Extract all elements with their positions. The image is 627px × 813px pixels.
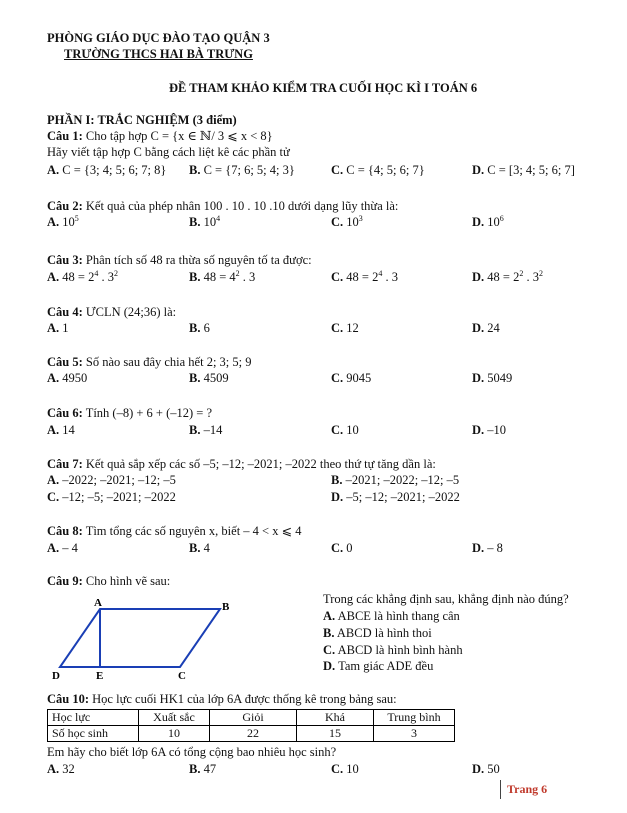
- table-header: Khá: [297, 710, 374, 726]
- option-d: D. –5; –12; –2021; –2022: [331, 490, 460, 504]
- question-8: Câu 8: Tìm tổng các số nguyên x, biết – 4 < x ⩽ 4: [47, 524, 302, 538]
- question-9: Câu 9: Cho hình vẽ sau:: [47, 574, 171, 588]
- option-c: C. ABCD là hình bình hành: [323, 643, 463, 657]
- option-d: D. –10: [472, 423, 507, 437]
- option-a: A. C = {3; 4; 5; 6; 7; 8}: [47, 163, 167, 177]
- question-1: [47, 129, 273, 143]
- question-9-prompt: Trong các khẳng định sau, khẳng định nào đúng?: [323, 592, 569, 606]
- label-e: E: [96, 670, 104, 682]
- label-b: B: [222, 601, 230, 613]
- option-c: C. C = {4; 5; 6; 7}: [331, 163, 425, 177]
- table-cell: 10: [139, 726, 210, 742]
- table-row: [48, 726, 455, 742]
- option-a: A. 14: [47, 423, 75, 437]
- table-header: Giỏi: [210, 710, 297, 726]
- exam-title: ĐỀ THAM KHẢO KIỂM TRA CUỐI HỌC KÌ I TOÁN 6: [169, 81, 478, 95]
- option-d: D. 24: [472, 321, 500, 335]
- table-cell: 22: [210, 726, 297, 742]
- option-c: C. $48 = 2^4$ . 3: [331, 268, 398, 284]
- option-d: D. C = [3; 4; 5; 6; 7]: [472, 163, 575, 177]
- option-b: B. $10^4$: [189, 213, 221, 229]
- question-6: Câu 6: Tính (–8) + 6 + (–12) = ?: [47, 406, 213, 420]
- option-c: C. 10: [331, 423, 359, 437]
- option-a: A. 32: [47, 762, 75, 776]
- table-header: Trung bình: [374, 710, 455, 726]
- option-b: B. 47: [189, 762, 217, 776]
- option-c: C. $10^3$: [331, 213, 363, 229]
- school-name: TRƯỜNG THCS HAI BÀ TRƯNG: [64, 47, 253, 61]
- option-a: A. ABCE là hình thang cân: [323, 609, 460, 623]
- question-2: Câu 2: Kết quả của phép nhân 100 . 10 . 10 .10 dưới dạng lũy thừa là:: [47, 199, 399, 213]
- option-c: C. 9045: [331, 371, 372, 385]
- table-header: Xuất sắc: [139, 710, 210, 726]
- option-d: D. 50: [472, 762, 500, 776]
- option-d: D. Tam giác ADE đều: [323, 659, 434, 673]
- option-d: D. $48 = 2^2$ . $3^2$: [472, 268, 543, 284]
- option-b: B. $48 = 4^2$ . 3: [189, 268, 256, 284]
- option-a: A. 1: [47, 321, 69, 335]
- page-number: Trang 6: [500, 780, 547, 799]
- option-b: B. –14: [189, 423, 223, 437]
- label-d: D: [52, 670, 60, 682]
- question-10: Câu 10: Học lực cuối HK1 của lớp 6A được thống kê trong bảng sau:: [47, 692, 397, 706]
- question-7: Câu 7: Kết quả sắp xếp các số –5; –12; –2021; –2022 theo thứ tự tăng dần là:: [47, 457, 436, 471]
- table-header: Học lực: [48, 710, 139, 726]
- option-d: D. 5049: [472, 371, 513, 385]
- question-3: Câu 3: Phân tích số 48 ra thừa số nguyên tố ta được:: [47, 253, 312, 267]
- table-cell: 15: [297, 726, 374, 742]
- option-c: C. 12: [331, 321, 359, 335]
- parallelogram-abcd: [60, 609, 220, 667]
- option-b: B. 4: [189, 541, 210, 555]
- table-cell: Số học sinh: [48, 726, 139, 742]
- question-text: Cho tập hợp C = {x ∈ ℕ/ 3 ⩽ x < 8}: [85, 129, 273, 143]
- question-number: Câu 1:: [47, 129, 83, 143]
- grades-table: [47, 709, 455, 742]
- section-title: PHẦN I: TRẮC NGHIỆM (3 điểm): [47, 113, 237, 127]
- option-b: B. 4509: [189, 371, 229, 385]
- label-a: A: [94, 597, 102, 609]
- option-b: B. ABCD là hình thoi: [323, 626, 432, 640]
- option-d: D. – 8: [472, 541, 503, 555]
- option-b: B. 6: [189, 321, 210, 335]
- option-c: C. 10: [331, 762, 359, 776]
- option-c: C. –12; –5; –2021; –2022: [47, 490, 176, 504]
- option-a: A. $48 = 2^4$ . $3^2$: [47, 268, 118, 284]
- option-d: D. $10^6$: [472, 213, 504, 229]
- option-a: A. – 4: [47, 541, 78, 555]
- option-c: C. 0: [331, 541, 353, 555]
- department-name: PHÒNG GIÁO DỤC ĐÀO TẠO QUẬN 3: [47, 31, 270, 45]
- table-cell: 3: [374, 726, 455, 742]
- question-4: Câu 4: ƯCLN (24;36) là:: [47, 305, 177, 319]
- parallelogram-figure: [40, 595, 240, 685]
- question-1-line2: Hãy viết tập hợp C bằng cách liệt kê các phần tử: [47, 145, 290, 159]
- option-a: A. $10^5$: [47, 213, 79, 229]
- option-a: A. –2022; –2021; –12; –5: [47, 473, 176, 487]
- option-b: B. –2021; –2022; –12; –5: [331, 473, 460, 487]
- question-5: Câu 5: Số nào sau đây chia hết 2; 3; 5; 9: [47, 355, 252, 369]
- question-10-prompt: Em hãy cho biết lớp 6A có tổng cộng bao nhiêu học sinh?: [47, 745, 337, 759]
- option-b: B. C = {7; 6; 5; 4; 3}: [189, 163, 295, 177]
- option-a: A. 4950: [47, 371, 88, 385]
- label-c: C: [178, 670, 186, 682]
- table-header-row: [48, 710, 455, 726]
